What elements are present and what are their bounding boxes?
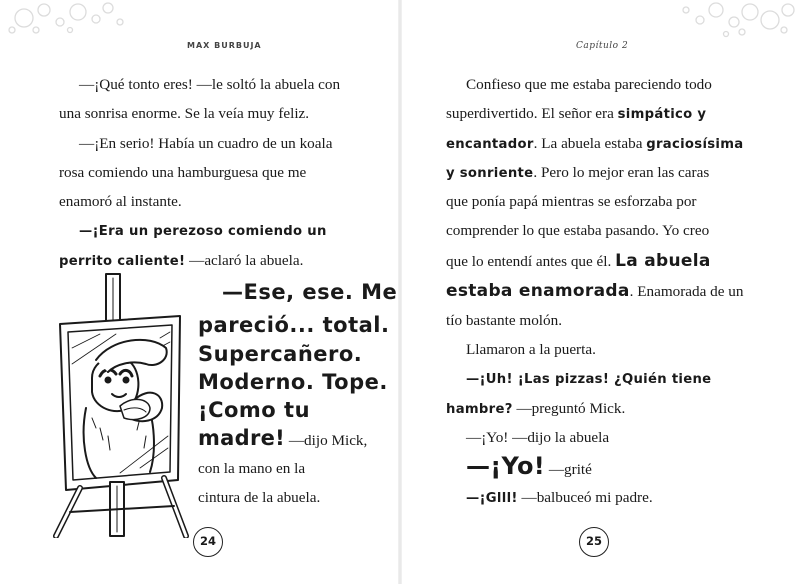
text-line — [446, 164, 709, 183]
text-line: que ponía papá mientras se esforzaba por — [446, 193, 697, 210]
plain-text: . Pero lo mejor eran las caras — [533, 164, 710, 181]
plain-text: —dijo Mick, — [285, 432, 368, 449]
plain-text: —preguntó Mick. — [512, 400, 626, 417]
text-line — [466, 452, 592, 480]
text-line: Llamaron a la puerta. — [466, 341, 596, 358]
emphasis-text: La abuela — [615, 251, 711, 271]
big-text-line: Supercañero. — [198, 342, 363, 366]
emphasis-text: perrito caliente! — [59, 254, 186, 269]
emphasis-text: simpático y — [617, 107, 707, 122]
emphasis-text: y sonriente — [446, 166, 534, 181]
text-line — [446, 400, 625, 419]
text-line: comprender lo que estaba pasando. Yo creo — [446, 222, 710, 239]
text-line — [446, 252, 711, 271]
emphasis-line: —¡Uh! ¡Las pizzas! ¿Quién tiene — [466, 372, 712, 387]
text-line: —¡En serio! Había un cuadro de un koala — [79, 135, 333, 152]
plain-text: —balbuceó mi padre. — [517, 489, 653, 506]
text-line: con la mano en la — [198, 460, 306, 477]
emphasis-text: —¡Glll! — [466, 491, 518, 506]
emphasis-line: —¡Era un perezoso comiendo un — [79, 224, 327, 239]
plain-text: —aclaró la abuela. — [185, 252, 304, 269]
text-line — [446, 105, 706, 124]
big-text-line: ¡Como tu — [198, 398, 311, 422]
page-number-right: 25 — [579, 527, 609, 557]
bubble-decoration-left — [0, 0, 400, 40]
text-line — [446, 282, 743, 301]
plain-text: superdivertido. El señor era — [446, 105, 618, 122]
emphasis-text: graciosísima — [646, 137, 744, 152]
text-line: —¡Qué tonto eres! —le soltó la abuela con — [79, 76, 341, 93]
text-line: —¡Yo! —dijo la abuela — [466, 429, 610, 446]
plain-text: que lo entendí antes que él. — [446, 253, 616, 270]
bubble-decoration-right — [400, 0, 800, 40]
plain-text: —grité — [545, 461, 592, 478]
running-head-right: Capítulo 2 — [576, 41, 629, 51]
plain-text: . La abuela estaba — [533, 135, 647, 152]
running-head-left: MAX BURBUJA — [187, 41, 262, 50]
text-line: tío bastante molón. — [446, 312, 562, 329]
big-emphasis-text: —¡Yo! — [466, 452, 546, 480]
text-line: una sonrisa enorme. Se la veía muy feliz. — [59, 105, 310, 122]
emphasis-text: estaba enamorada — [446, 281, 630, 301]
sloth-painting-illustration — [0, 268, 190, 538]
text-line: rosa comiendo una hamburguesa que me — [59, 164, 307, 181]
text-line — [446, 135, 743, 154]
emphasis-text: hambre? — [446, 402, 513, 417]
plain-text: . Enamorada de un — [629, 283, 744, 300]
big-text-line: —Ese, ese. Me — [222, 280, 398, 304]
text-line: cintura de la abuela. — [198, 489, 321, 506]
big-emphasis-text: madre! — [198, 426, 286, 450]
text-line: enamoró al instante. — [59, 193, 182, 210]
text-line — [198, 426, 368, 450]
right-page — [400, 0, 800, 584]
text-line: Confieso que me estaba pareciendo todo — [466, 76, 712, 93]
emphasis-text: encantador — [446, 137, 534, 152]
page-number-left: 24 — [193, 527, 223, 557]
big-text-line: Moderno. Tope. — [198, 370, 388, 394]
text-line — [466, 489, 653, 508]
big-text-line: pareció... total. — [198, 313, 390, 337]
